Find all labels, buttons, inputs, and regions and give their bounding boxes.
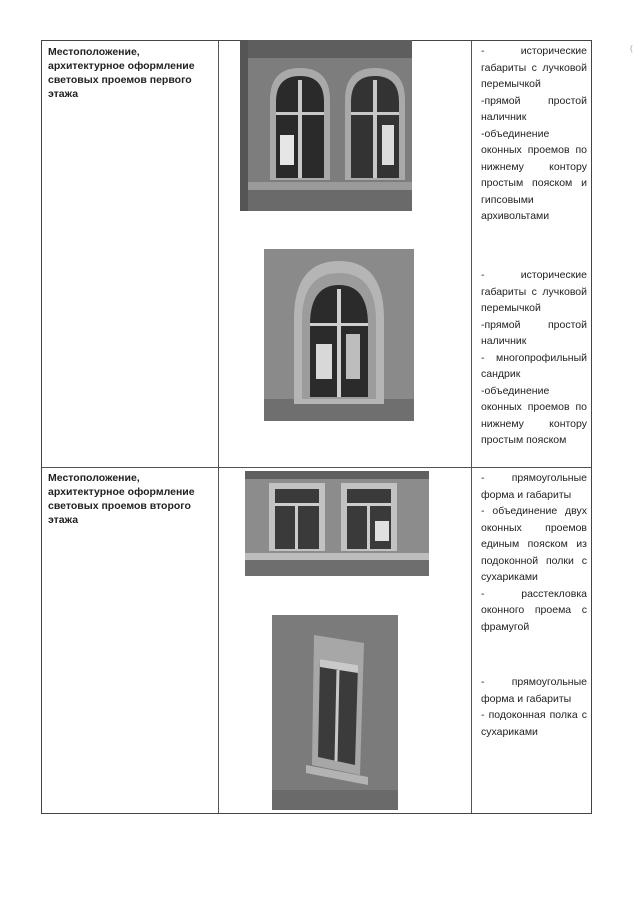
margin-mark: ( (630, 44, 633, 53)
photo-first-floor-arched-window-with-sandrik (264, 249, 414, 421)
desc-line: - прямоугольные форма и габариты (481, 472, 587, 501)
desc-line: - исторические габариты с лучковой перемычкой (481, 269, 587, 314)
row-label-first-floor: Местоположение, архитектурное оформление световых проемов первого этажа (48, 46, 195, 100)
photo-first-floor-arched-windows-pair (240, 40, 412, 211)
column-divider-left (218, 41, 219, 813)
description-second-floor-2 (481, 674, 587, 740)
photo-second-floor-window-with-transom (272, 615, 398, 810)
desc-line: - многопрофильный сандрик (481, 351, 587, 380)
desc-line: -прямой простой наличник (481, 318, 587, 347)
photo-second-floor-rectangular-windows-pair (245, 471, 429, 576)
row-label-second-floor: Местоположение, архитектурное оформление световых проемов второго этажа (48, 472, 195, 526)
desc-line: - расстекловка оконного проема с фрамугой (481, 587, 587, 633)
row-divider (42, 467, 591, 468)
desc-line: -объединение оконных проемов по нижнему контору простым пояском и гипсовыми архивольтами (481, 127, 587, 222)
description-first-floor-2 (481, 267, 587, 449)
desc-line: -объединение оконных проемов по нижнему контору простым пояском (481, 384, 587, 446)
description-second-floor-1 (481, 470, 587, 635)
desc-line: - исторические габариты с лучковой перемычкой (481, 45, 587, 90)
desc-line: - прямоугольные форма и габариты (481, 676, 587, 705)
description-first-floor-1 (481, 43, 587, 225)
window-description-table (41, 40, 592, 814)
column-divider-right (471, 41, 472, 813)
desc-line: - объединение двух оконных проемов единым пояском из подоконной полки с сухариками (481, 505, 587, 583)
desc-line: -прямой простой наличник (481, 94, 587, 123)
desc-line: - подоконная полка с сухариками (481, 709, 587, 738)
